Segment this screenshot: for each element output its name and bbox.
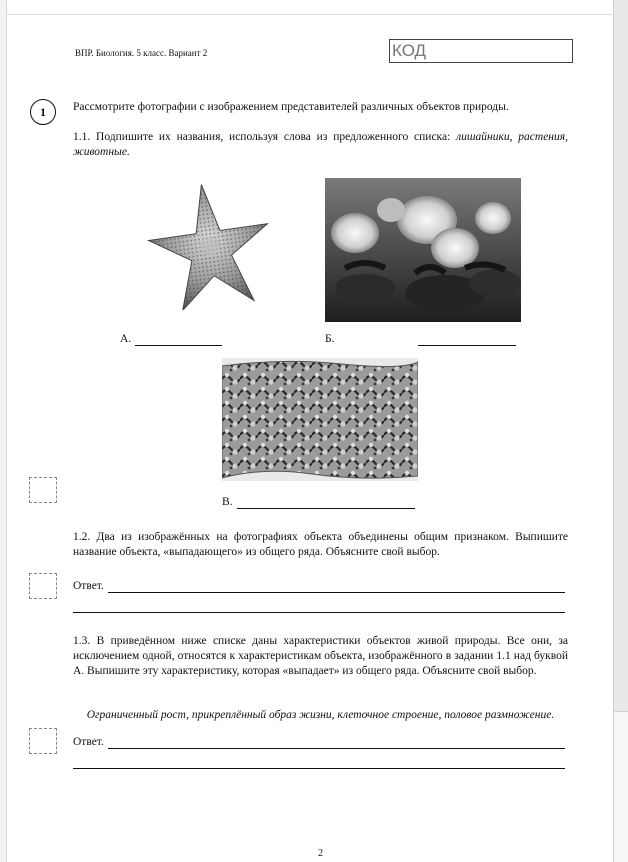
page-number: 2 [318,848,323,859]
score-box-1-1[interactable] [29,477,57,503]
next-page-corner [613,711,628,862]
characteristics-list: Ограниченный рост, прикреплённый образ жизни, клеточное строение, половое размножение. [86,709,555,721]
header-title: ВПР. Биология. 5 класс. Вариант 2 [75,48,208,58]
answer-line-1-2-a[interactable] [108,592,565,593]
answer-line-a[interactable] [135,345,222,346]
answer-line-1-3-a[interactable] [108,748,565,749]
label-v: В. [222,496,233,508]
score-box-1-2[interactable] [29,573,57,599]
task-1-1 [73,130,568,160]
question-number: 1 [30,99,56,125]
page-top-edge [6,14,614,15]
page-edge-left [0,0,7,862]
answer-label-1-2: Ответ. [73,580,104,592]
task-1-1-text: 1.1. Подпишите их названия, используя слова из предложенного списка: [73,131,457,143]
answer-line-1-2-b[interactable] [73,612,565,613]
photo-roses [325,178,521,322]
task-1-3: 1.3. В приведённом ниже списке даны характеристики объектов живой природы. Все они, за исключением одной, относятся к характеристикам объекта, изображённого в задании 1.1 над буквой А. Выпишите эту характеристику, которая «выпадает» из общего ряда. Объясните свой выбор. [73,635,568,677]
answer-line-v[interactable] [237,508,415,509]
answer-line-b[interactable] [418,345,516,346]
label-a: А. [120,333,132,345]
score-box-1-3[interactable] [29,728,57,754]
photo-lichen [222,358,418,481]
answer-line-1-3-b[interactable] [73,768,565,769]
task-1-1-words: лишайники, растения, животные. [73,131,568,158]
answer-label-1-3: Ответ. [73,736,104,748]
code-field[interactable]: КОД [389,39,573,63]
question-intro: Рассмотрите фотографии с изображением представителей различных объектов природы. [73,101,509,113]
task-1-2: 1.2. Два из изображённых на фотографиях объекта объединены общим признаком. Выпишите название объекта, «выпадающего» из общего ряда. Объясните свой выбор. [73,531,568,558]
photo-starfish [146,180,276,310]
label-b: Б. [325,333,335,345]
